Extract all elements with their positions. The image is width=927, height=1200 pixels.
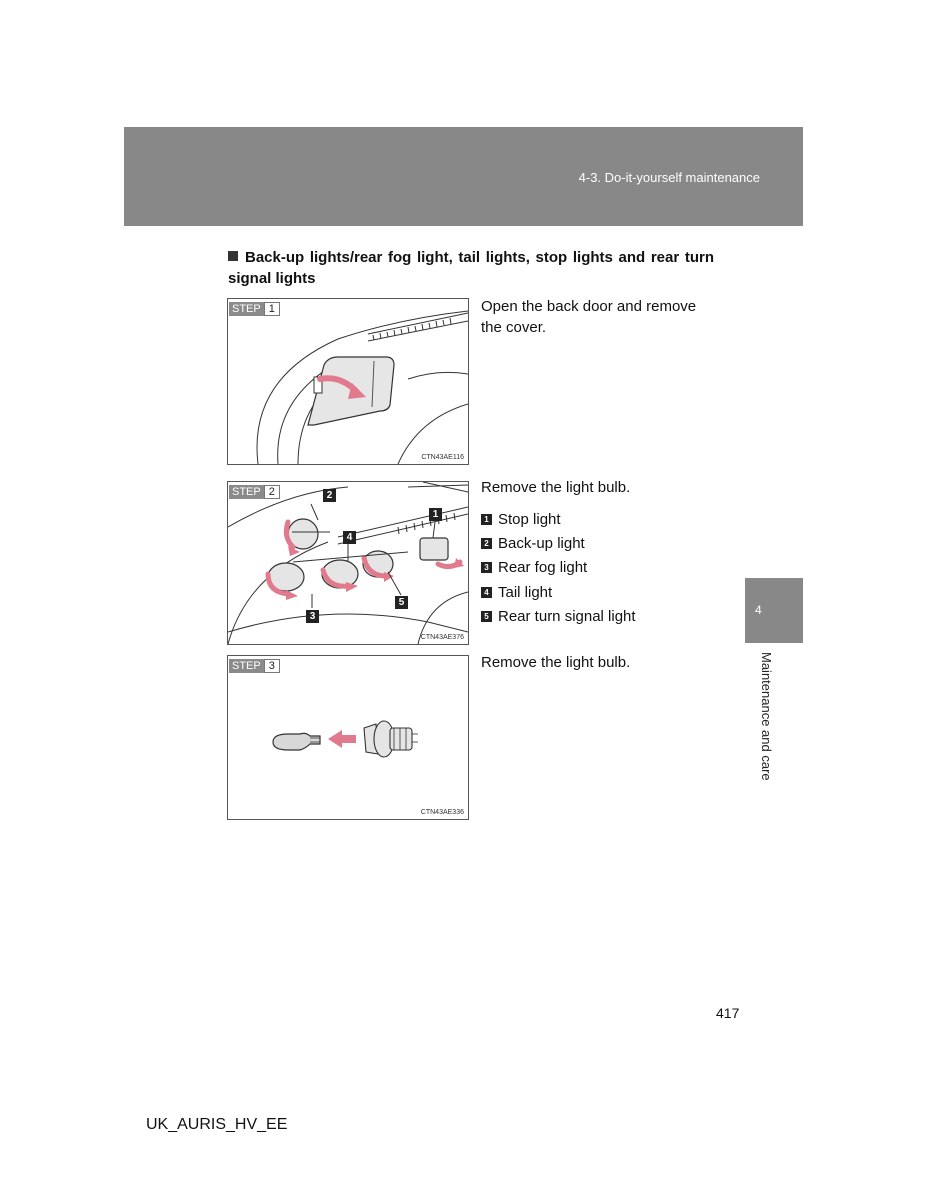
legend-number: 5 [481,611,492,622]
legend-label: Back-up light [498,534,585,552]
legend-item [481,531,636,555]
step-2-figure [227,481,469,645]
step-1-text: Open the back door and remove the cover. [481,298,697,336]
legend-label: Rear fog light [498,559,588,577]
procedure-heading-text: Back-up lights/rear fog light, tail lights, stop lights and rear turn signal lights [228,249,714,287]
step-2-text: Remove the light bulb. [481,479,631,496]
procedure-heading [228,247,714,289]
callout-5: 5 [395,596,408,609]
legend-number: 3 [481,562,492,573]
document-code: UK_AURIS_HV_EE [146,1116,288,1133]
legend-item [481,580,636,604]
legend-item [481,507,636,531]
figure-code: CTN43AE336 [420,809,464,816]
step-word: STEP [229,302,264,316]
callout-1: 1 [429,508,442,521]
legend-item [481,556,636,580]
chapter-header-band [124,127,803,226]
step-number: 2 [264,485,280,499]
step-3-figure [227,655,469,820]
legend-label: Stop light [498,510,561,528]
page-number: 417 [716,1005,740,1021]
legend-number: 4 [481,587,492,598]
step-3-badge [229,659,280,673]
bulb-removal-illustration [228,656,468,819]
step-word: STEP [229,485,264,499]
chapter-tab-number: 4 [755,603,762,617]
section-title: 4-3. Do-it-yourself maintenance [578,170,760,185]
square-bullet-icon [228,251,238,261]
callout-3: 3 [306,610,319,623]
figure-code: CTN43AE116 [421,454,464,461]
chapter-tab-label: Maintenance and care [759,652,774,781]
step-1-figure [227,298,469,465]
legend-label: Tail light [498,583,553,601]
legend-item [481,604,636,628]
step-number: 1 [264,302,280,316]
legend-number: 2 [481,538,492,549]
light-bulb-sockets-illustration [228,482,468,644]
step-number: 3 [264,659,280,673]
legend-label: Rear turn signal light [498,607,636,625]
bulb-legend [481,507,636,628]
legend-number: 1 [481,514,492,525]
step-word: STEP [229,659,264,673]
step-2-badge [229,485,280,499]
chapter-tab [745,578,803,643]
back-door-cover-illustration [228,299,468,464]
callout-2: 2 [323,489,336,502]
figure-code: CTN43AE376 [420,634,464,641]
step-3-text: Remove the light bulb. [481,654,631,671]
callout-4: 4 [343,531,356,544]
step-1-badge [229,302,280,316]
